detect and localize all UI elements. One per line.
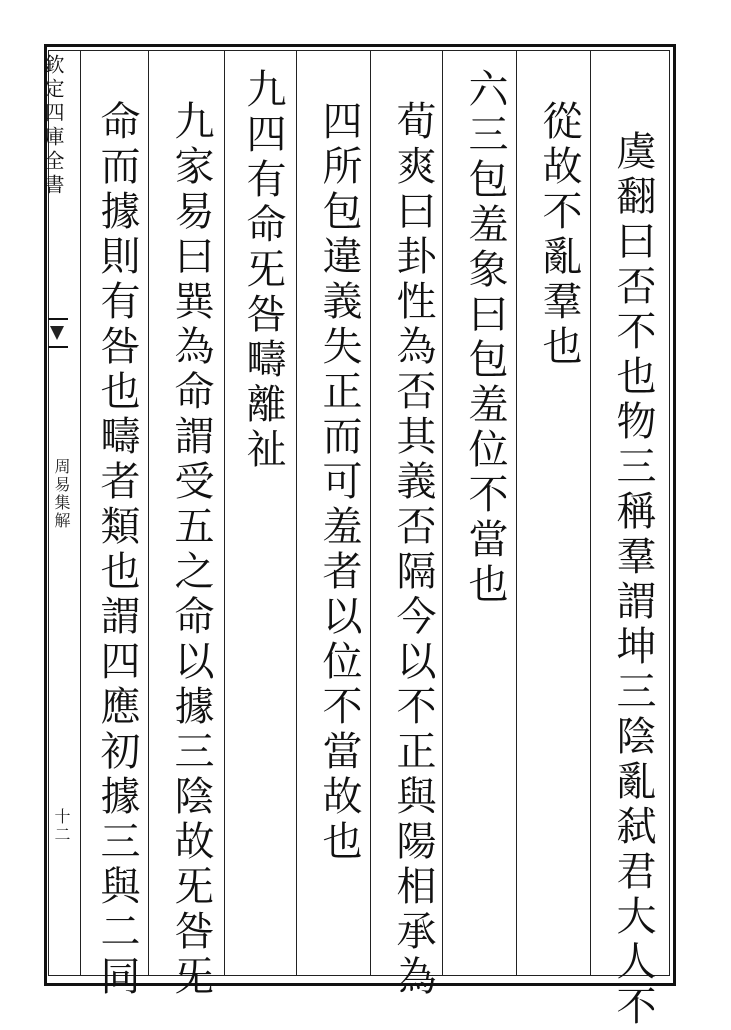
column-rule	[516, 50, 517, 976]
corner-title: 欽定四庫全書	[41, 54, 65, 198]
column-rule	[370, 50, 371, 976]
text-column-1: 虞翻曰否不也物三稱羣謂坤三陰亂弑君大人不	[610, 130, 656, 1030]
column-rule	[148, 50, 149, 976]
text-column-5: 四所包違義失正而可羞者以位不當故也	[316, 100, 362, 865]
text-column-6: 九四有命旡咎疇離祉	[240, 68, 286, 473]
column-rule	[224, 50, 225, 976]
column-rule	[80, 50, 81, 976]
page-number: 十二	[52, 808, 71, 844]
text-column-7: 九家易曰巽為命謂受五之命以據三陰故旡咎旡	[168, 100, 214, 1000]
column-rule	[442, 50, 443, 976]
book-title: 周易集解	[52, 458, 71, 530]
column-rule	[296, 50, 297, 976]
text-column-8: 命而據則有咎也疇者類也謂四應初據三與二同	[94, 100, 140, 1000]
text-column-3: 六三包羞象曰包羞位不當也	[462, 68, 508, 608]
text-column-4: 荀爽曰卦性為否其義否隔今以不正與陽相承為	[390, 100, 436, 1000]
text-column-2: 從故不亂羣也	[536, 100, 582, 370]
column-rule	[590, 50, 591, 976]
fishtail-mark	[48, 318, 68, 348]
